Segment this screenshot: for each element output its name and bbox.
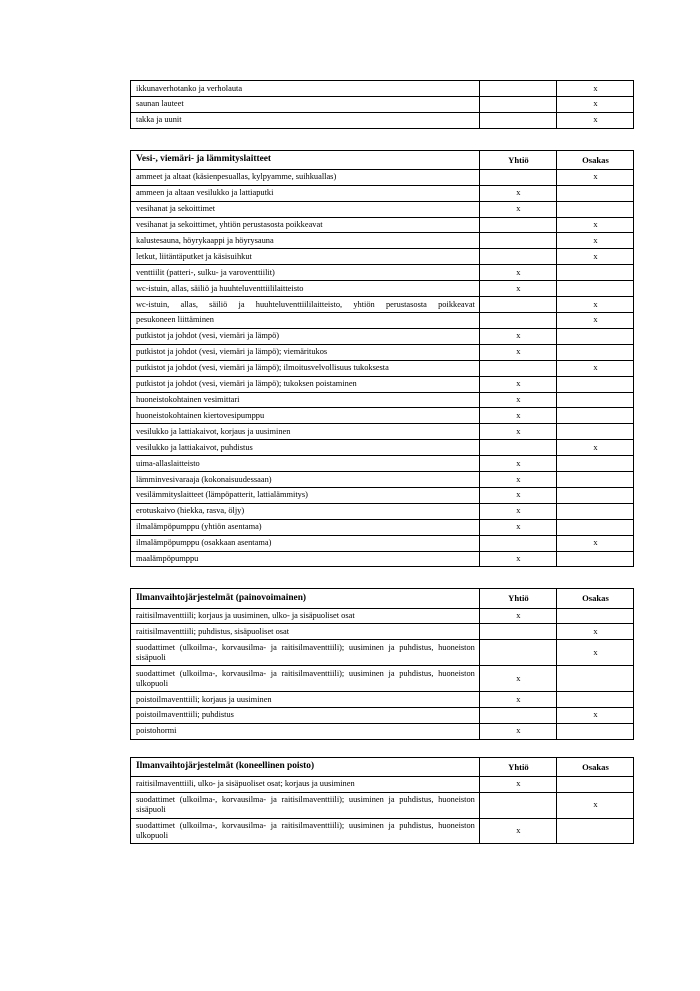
section-header-row <box>131 150 634 169</box>
row-osakas: x <box>556 249 633 265</box>
row-yhtio: x <box>479 281 556 297</box>
row-label: vesihanat ja sekoittimet <box>131 201 480 217</box>
row-label: raitisilmaventtiili, ulko- ja sisäpuoliset osat; korjaus ja uusiminen <box>131 776 480 792</box>
row-osakas: x <box>556 624 633 640</box>
row-yhtio: x <box>479 487 556 503</box>
section-spacer <box>130 129 634 150</box>
row-osakas <box>556 818 633 844</box>
row-osakas <box>556 487 633 503</box>
row-label: vesilukko ja lattiakaivot, korjaus ja uusiminen <box>131 424 480 440</box>
row-label: suodattimet (ulkoilma-, korvausilma- ja raitisilmaventtiili); uusiminen ja puhdistus, huoneiston sisäpuoli <box>131 792 480 818</box>
row-osakas: x <box>556 640 633 666</box>
row-yhtio: x <box>479 392 556 408</box>
row-label: ammeen ja altaan vesilukko ja lattiaputki <box>131 185 480 201</box>
row-osakas <box>556 281 633 297</box>
row-yhtio <box>479 169 556 185</box>
row-label: pesukoneen liittäminen <box>131 312 480 328</box>
table-row <box>131 312 634 328</box>
row-label: kalustesauna, höyrykaappi ja höyrysauna <box>131 233 480 249</box>
row-osakas: x <box>556 312 633 328</box>
column-header-yhtio: Yhtiö <box>479 757 556 776</box>
row-yhtio <box>479 112 556 128</box>
table-row <box>131 376 634 392</box>
row-osakas <box>556 503 633 519</box>
row-osakas: x <box>556 792 633 818</box>
table-row <box>131 666 634 692</box>
table-row <box>131 723 634 739</box>
row-yhtio: x <box>479 723 556 739</box>
table-row <box>131 472 634 488</box>
row-label: ilmalämpöpumppu (osakkaan asentama) <box>131 535 480 551</box>
table-row <box>131 392 634 408</box>
row-yhtio <box>479 440 556 456</box>
row-label: wc-istuin, allas, säiliö ja huuhteluventtiililaitteisto, yhtiön perustasosta poikkeavat <box>131 297 480 313</box>
column-header-yhtio: Yhtiö <box>479 589 556 608</box>
row-label: poistoilmaventtiili; korjaus ja uusiminen <box>131 692 480 708</box>
row-yhtio: x <box>479 408 556 424</box>
table-row <box>131 519 634 535</box>
row-yhtio: x <box>479 608 556 624</box>
row-yhtio: x <box>479 456 556 472</box>
row-label: poistohormi <box>131 723 480 739</box>
row-yhtio <box>479 624 556 640</box>
table-row <box>131 249 634 265</box>
row-yhtio <box>479 312 556 328</box>
table-row <box>131 707 634 723</box>
table-row <box>131 344 634 360</box>
section-spacer <box>130 740 634 757</box>
row-label: putkistot ja johdot (vesi, viemäri ja lämpö); tukoksen poistaminen <box>131 376 480 392</box>
row-yhtio: x <box>479 344 556 360</box>
row-label: erotuskaivo (hiekka, rasva, öljy) <box>131 503 480 519</box>
row-yhtio: x <box>479 265 556 281</box>
row-label: vesilukko ja lattiakaivot, puhdistus <box>131 440 480 456</box>
table-row <box>131 297 634 313</box>
section-spacer <box>130 567 634 588</box>
table-row <box>131 456 634 472</box>
row-yhtio <box>479 360 556 376</box>
row-osakas: x <box>556 707 633 723</box>
row-yhtio: x <box>479 551 556 567</box>
table-row <box>131 487 634 503</box>
row-label: raitisilmaventtiili; puhdistus, sisäpuoliset osat <box>131 624 480 640</box>
table-row <box>131 169 634 185</box>
section-title: Vesi-, viemäri- ja lämmityslaitteet <box>131 150 480 169</box>
table-row <box>131 185 634 201</box>
table-row <box>131 776 634 792</box>
row-osakas: x <box>556 360 633 376</box>
row-osakas <box>556 723 633 739</box>
table-row <box>131 440 634 456</box>
row-label: suodattimet (ulkoilma-, korvausilma- ja raitisilmaventtiili); uusiminen ja puhdistus, huoneiston ulkopuoli <box>131 666 480 692</box>
table-row <box>131 692 634 708</box>
row-yhtio <box>479 81 556 97</box>
table-row <box>131 281 634 297</box>
row-osakas <box>556 519 633 535</box>
table-row <box>131 408 634 424</box>
section-title: Ilmanvaihtojärjestelmät (koneellinen poisto) <box>131 757 480 776</box>
section-header-row <box>131 589 634 608</box>
row-label: takka ja uunit <box>131 112 480 128</box>
row-label: huoneistokohtainen vesimittari <box>131 392 480 408</box>
table-row <box>131 503 634 519</box>
row-osakas <box>556 424 633 440</box>
row-label: venttiilit (patteri-, sulku- ja varoventtiilit) <box>131 265 480 281</box>
row-label: letkut, liitäntäputket ja käsisuihkut <box>131 249 480 265</box>
row-yhtio: x <box>479 472 556 488</box>
row-osakas: x <box>556 169 633 185</box>
row-label: raitisilmaventtiili; korjaus ja uusiminen, ulko- ja sisäpuoliset osat <box>131 608 480 624</box>
row-label: vesihanat ja sekoittimet, yhtiön perustasosta poikkeavat <box>131 217 480 233</box>
table-row <box>131 328 634 344</box>
table-row <box>131 608 634 624</box>
table-row <box>131 640 634 666</box>
row-osakas <box>556 376 633 392</box>
row-label: putkistot ja johdot (vesi, viemäri ja lämpö); ilmoitusvelvollisuus tukoksesta <box>131 360 480 376</box>
row-label: vesilämmityslaitteet (lämpöpatterit, lattialämmitys) <box>131 487 480 503</box>
row-yhtio: x <box>479 424 556 440</box>
row-osakas <box>556 328 633 344</box>
row-osakas: x <box>556 81 633 97</box>
row-label: wc-istuin, allas, säiliö ja huuhteluventtiililaitteisto <box>131 281 480 297</box>
row-osakas <box>556 456 633 472</box>
row-yhtio: x <box>479 376 556 392</box>
row-osakas <box>556 472 633 488</box>
row-osakas: x <box>556 440 633 456</box>
row-osakas: x <box>556 217 633 233</box>
table-row <box>131 201 634 217</box>
row-yhtio <box>479 707 556 723</box>
row-yhtio <box>479 792 556 818</box>
row-osakas <box>556 392 633 408</box>
top-table <box>130 80 634 129</box>
section-header-row <box>131 757 634 776</box>
row-yhtio: x <box>479 201 556 217</box>
row-yhtio: x <box>479 666 556 692</box>
row-osakas <box>556 776 633 792</box>
row-label: ammeet ja altaat (käsienpesuallas, kylpyamme, suihkuallas) <box>131 169 480 185</box>
row-yhtio: x <box>479 818 556 844</box>
table-row <box>131 96 634 112</box>
table-row <box>131 424 634 440</box>
row-yhtio: x <box>479 185 556 201</box>
row-osakas <box>556 201 633 217</box>
row-label: uima-allaslaitteisto <box>131 456 480 472</box>
row-yhtio <box>479 535 556 551</box>
table-row <box>131 535 634 551</box>
table-row <box>131 112 634 128</box>
table-row <box>131 624 634 640</box>
row-osakas: x <box>556 96 633 112</box>
table-row <box>131 551 634 567</box>
row-label: poistoilmaventtiili; puhdistus <box>131 707 480 723</box>
row-yhtio: x <box>479 328 556 344</box>
row-osakas <box>556 692 633 708</box>
row-osakas <box>556 344 633 360</box>
row-label: suodattimet (ulkoilma-, korvausilma- ja raitisilmaventtiili); uusiminen ja puhdistus, huoneiston sisäpuoli <box>131 640 480 666</box>
row-label: maalämpöpumppu <box>131 551 480 567</box>
row-osakas <box>556 265 633 281</box>
row-osakas: x <box>556 112 633 128</box>
row-yhtio: x <box>479 776 556 792</box>
row-yhtio <box>479 217 556 233</box>
section-ilmanvaihto-koneellinen <box>130 757 634 845</box>
row-label: ilmalämpöpumppu (yhtiön asentama) <box>131 519 480 535</box>
row-osakas: x <box>556 297 633 313</box>
table-row <box>131 265 634 281</box>
row-label: putkistot ja johdot (vesi, viemäri ja lämpö); viemäritukos <box>131 344 480 360</box>
row-yhtio <box>479 96 556 112</box>
table-row <box>131 360 634 376</box>
section-vesi-viemari <box>130 150 634 568</box>
row-osakas <box>556 185 633 201</box>
row-osakas <box>556 408 633 424</box>
table-row <box>131 818 634 844</box>
row-yhtio <box>479 249 556 265</box>
table-row <box>131 217 634 233</box>
row-label: ikkunaverhotanko ja verholauta <box>131 81 480 97</box>
row-yhtio <box>479 233 556 249</box>
column-header-osakas: Osakas <box>556 150 633 169</box>
column-header-osakas: Osakas <box>556 589 633 608</box>
row-yhtio <box>479 297 556 313</box>
column-header-yhtio: Yhtiö <box>479 150 556 169</box>
row-label: saunan lauteet <box>131 96 480 112</box>
row-label: lämminvesivaraaja (kokonaisuudessaan) <box>131 472 480 488</box>
row-osakas <box>556 608 633 624</box>
table-row <box>131 81 634 97</box>
row-osakas: x <box>556 233 633 249</box>
row-yhtio: x <box>479 692 556 708</box>
row-label: suodattimet (ulkoilma-, korvausilma- ja raitisilmaventtiili); uusiminen ja puhdistus, huoneiston ulkopuoli <box>131 818 480 844</box>
row-label: putkistot ja johdot (vesi, viemäri ja lämpö) <box>131 328 480 344</box>
row-osakas <box>556 666 633 692</box>
row-osakas <box>556 551 633 567</box>
column-header-osakas: Osakas <box>556 757 633 776</box>
row-osakas: x <box>556 535 633 551</box>
table-row <box>131 792 634 818</box>
row-label: huoneistokohtainen kiertovesipumppu <box>131 408 480 424</box>
row-yhtio: x <box>479 519 556 535</box>
section-ilmanvaihto-painovoimainen <box>130 588 634 739</box>
table-row <box>131 233 634 249</box>
row-yhtio <box>479 640 556 666</box>
row-yhtio: x <box>479 503 556 519</box>
section-title: Ilmanvaihtojärjestelmät (painovoimainen) <box>131 589 480 608</box>
